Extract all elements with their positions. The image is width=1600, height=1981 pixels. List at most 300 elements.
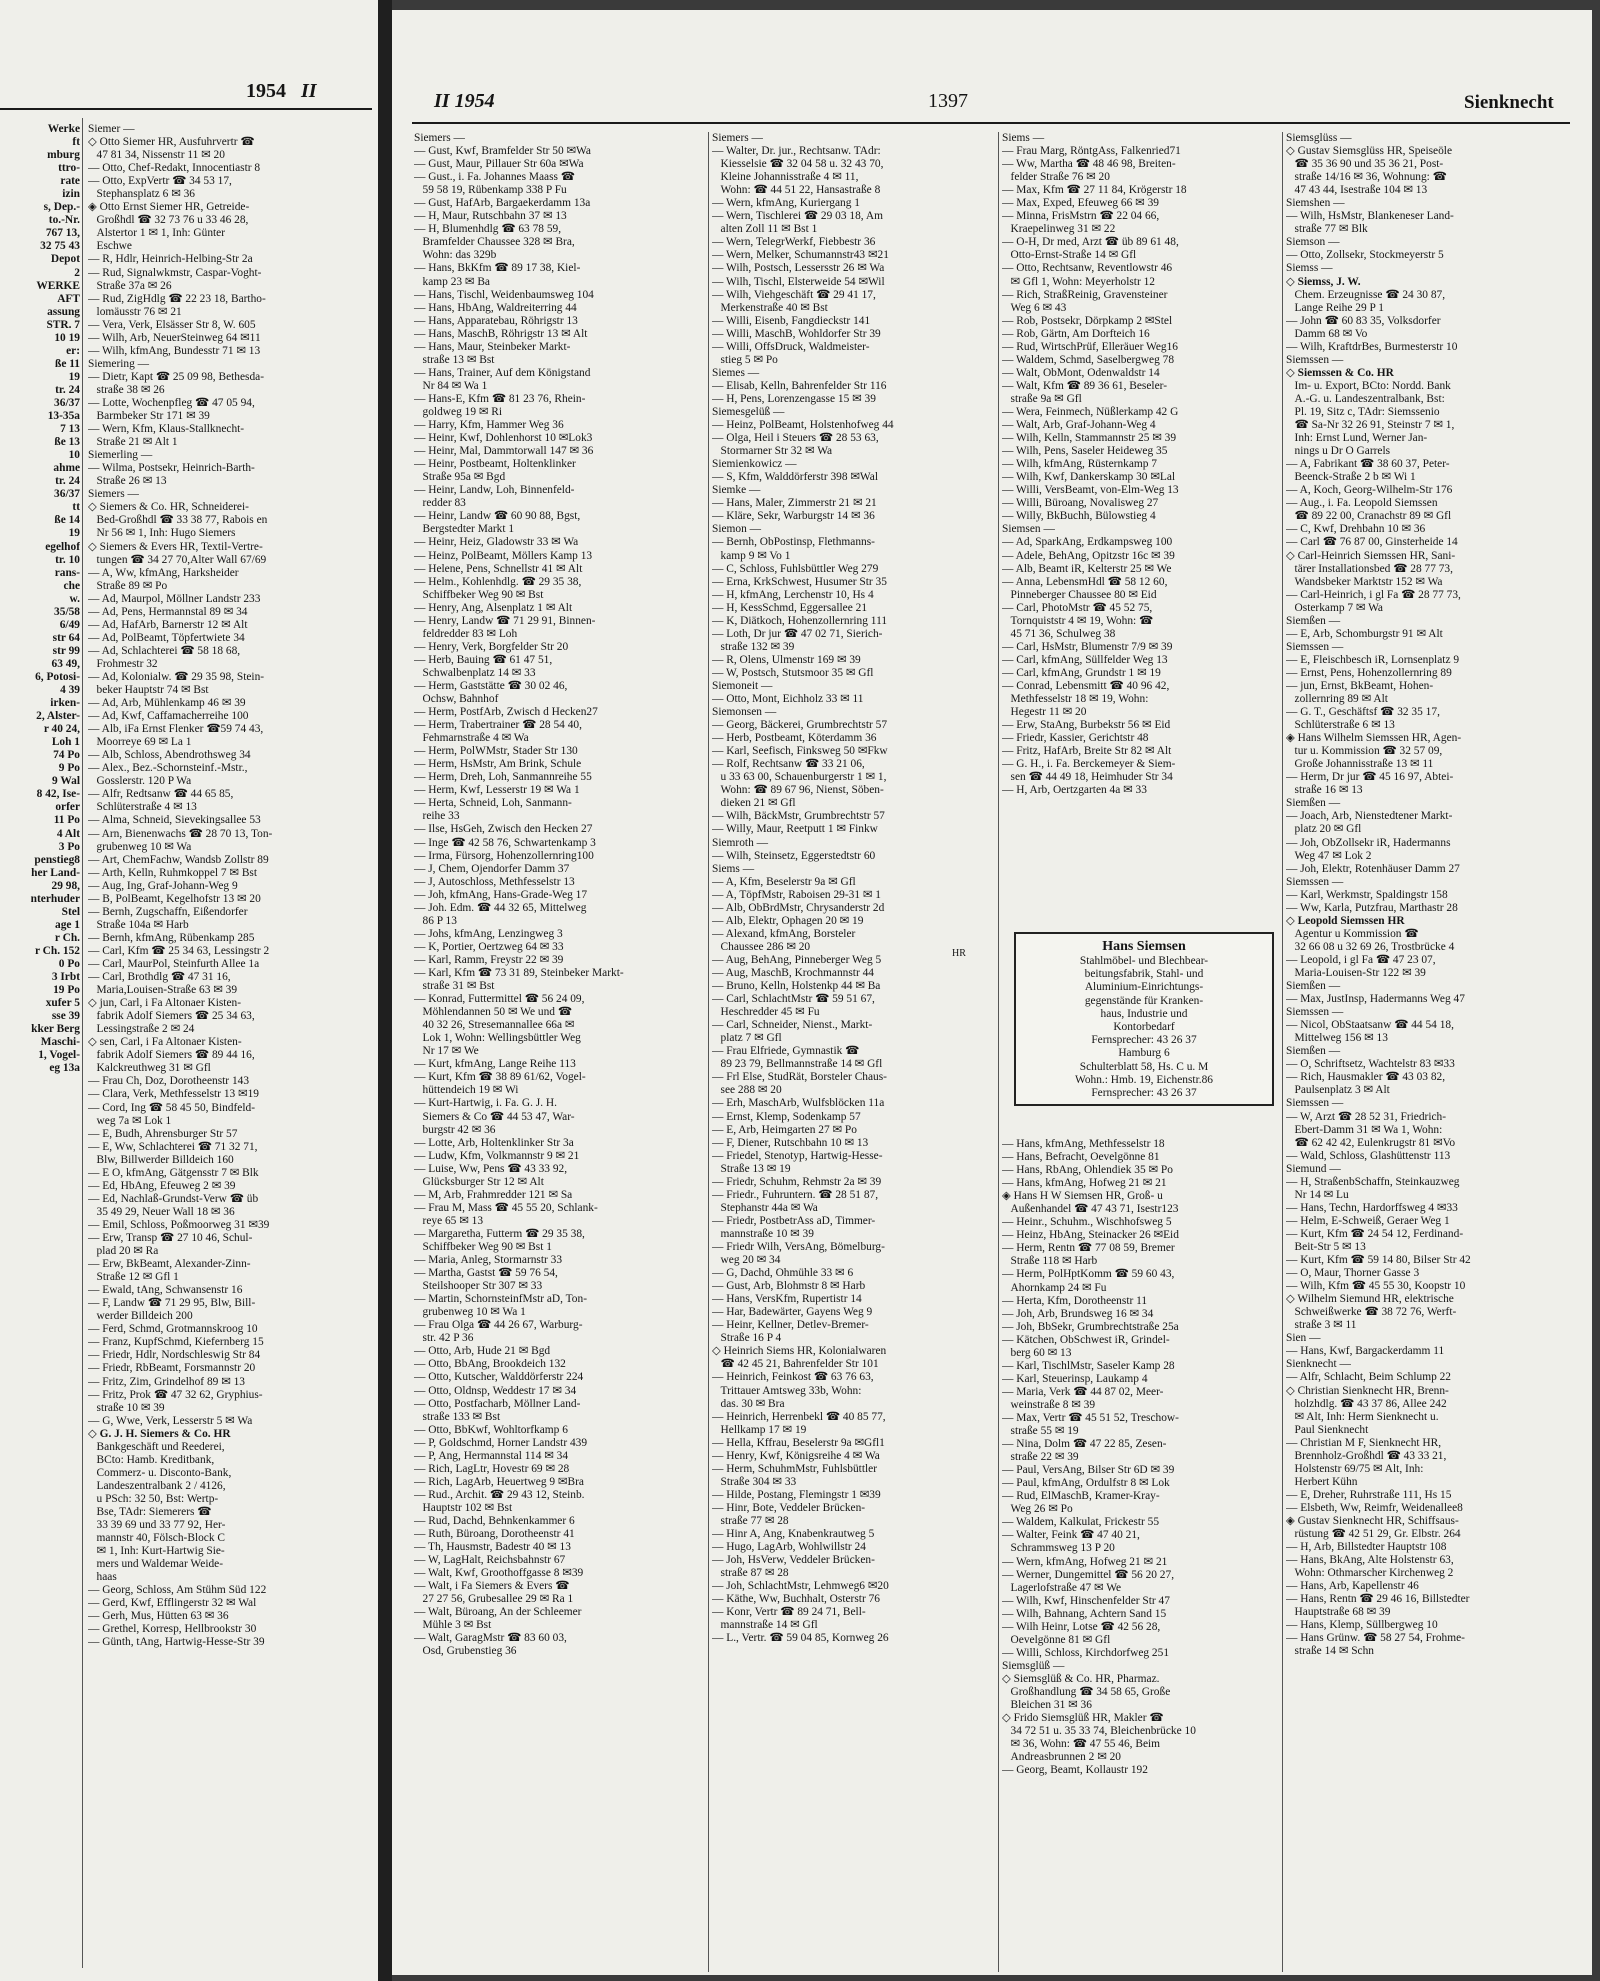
directory-entry: — Willi, Büroang, Novalisweg 27 [1002,497,1159,510]
left-cutoff-column [0,123,80,1075]
directory-entry: Bankgeschäft und Reederei, [88,1440,225,1453]
directory-entry: — Ilse, HsGeh, Zwisch den Hecken 27 [414,823,593,836]
directory-entry: — H, StraßenbSchaffn, Steinkauzweg [1286,1175,1460,1188]
directory-entry: — Minna, FrisMstrn ☎ 22 04 66, [1002,210,1160,223]
directory-entry: — Karl, Seefisch, Finksweg 50 ✉Fkw [712,745,888,758]
directory-entry: Schwalbenplatz 14 ✉ 33 [414,666,536,679]
column-3 [1002,132,1280,797]
directory-entry: — Wera, Feinmech, Nüßlerkamp 42 G [1002,405,1179,418]
directory-entry: — Erw, BkBeamt, Alexander-Zinn- [88,1258,251,1271]
directory-entry: — W, LagHalt, Reichsbahnstr 67 [414,1554,566,1567]
directory-entry: — Loth, Dr jur ☎ 47 02 71, Sierich- [712,627,883,640]
directory-entry: — P, Ang, Hermannstal 114 ✉ 34 [414,1449,569,1462]
directory-entry: — Günth, tAng, Hartwig-Hesse-Str 39 [88,1636,265,1649]
directory-entry: Straße 37a ✉ 26 [88,279,172,292]
directory-entry: Im- u. Export, BCto: Nordd. Bank [1286,379,1451,392]
directory-entry: — Gust, Maur, Pillauer Str 60a ✉Wa [414,158,584,171]
directory-entry: — Herm, Kwf, Lesserstr 19 ✉ Wa 1 [414,784,580,797]
cutoff-fragment: 3 Irbt [51,971,80,984]
directory-entry: ☎ 42 45 21, Bahrenfelder Str 101 [712,1358,879,1371]
directory-entry: Schweißwerke ☎ 38 72 76, Werft- [1286,1306,1457,1319]
directory-entry: — Wern, Kfm, Klaus-Stallknecht- [88,423,245,436]
directory-entry: — Rich, Hausmakler ☎ 43 03 82, [1286,1071,1446,1084]
directory-entry: — Walt, GaragMstr ☎ 83 60 03, [414,1632,567,1645]
directory-entry: straße 16 ✉ 13 [1286,784,1363,797]
directory-entry: — Fritz, HafArb, Breite Str 82 ✉ Alt [1002,745,1172,758]
column-1 [414,132,704,1658]
directory-entry: — A, Fabrikant ☎ 38 60 37, Peter- [1286,458,1450,471]
directory-entry: Siemßen — [1286,614,1341,627]
hans-siemsen-advert [1014,932,1274,1106]
cutoff-fragment: kker Berg [31,1023,80,1036]
directory-entry: Möhlendannen 50 ✉ We und ☎ [414,1006,573,1019]
directory-entry: Otto-Ernst-Straße 14 ✉ Gfl [1002,249,1137,262]
directory-entry: ☎ 62 42 42, Eulenkrugstr 81 ✉Vo [1286,1136,1456,1149]
directory-entry: das. 30 ✉ Bra [712,1397,785,1410]
directory-entry: Ahornkamp 24 ✉ Fu [1002,1281,1107,1294]
directory-entry: Kleine Johannisstraße 4 ✉ 11, [712,171,859,184]
directory-entry: — E, Dreher, Ruhrstraße 111, Hs 15 [1286,1488,1452,1501]
directory-entry: — Elsbeth, Ww, Reimfr, Weidenallee8 [1286,1501,1463,1514]
directory-entry: Lange Reihe 29 P 1 [1286,301,1384,314]
cutoff-fragment: 6/49 [59,618,80,631]
column-3-continued [1002,1138,1280,1777]
directory-entry: — Alb, Elektr, Ophagen 20 ✉ 19 [712,914,864,927]
directory-entry: — Ad, Maurpol, Möllner Landstr 233 [88,592,261,605]
cutoff-fragment: STR. 7 [46,318,80,331]
directory-entry: — Herm, PolHptKomm ☎ 59 60 43, [1002,1268,1175,1281]
directory-entry: 35 49 29, Neuer Wall 18 ✉ 36 [88,1205,235,1218]
cutoff-fragment: 63 49, [51,657,80,670]
directory-entry: — Friedr, Hdlr, Nordschleswig Str 84 [88,1349,261,1362]
cutoff-fragment: w. [69,592,80,605]
directory-entry: Nr 17 ✉ We [414,1045,479,1058]
directory-entry: — Alb, Schloss, Abendrothsweg 34 [88,749,251,762]
directory-entry: — Aug, MaschB, Krochmannstr 44 [712,967,874,979]
directory-entry: Paulsenplatz 3 ✉ Alt [1286,1084,1390,1097]
directory-entry: — Joh, BbSekr, Grumbrechtstraße 25a [1002,1320,1179,1333]
directory-entry: plad 20 ✉ Ra [88,1245,159,1258]
directory-entry: weinstraße 8 ✉ 39 [1002,1398,1096,1411]
directory-entry: — Ewald, tAng, Schwansenstr 16 [88,1284,243,1297]
directory-entry: — G. T., Geschäftsf ☎ 32 35 17, [1286,706,1440,719]
directory-entry: — Rolf, Rechtsanw ☎ 33 21 06, [712,758,865,771]
directory-entry: — Frau Marg, RöntgAss, Falkenried71 [1002,145,1181,158]
left-entries-column [88,123,376,1649]
directory-entry: 33 39 69 und 33 77 92, Her- [88,1519,226,1532]
cutoff-fragment: 8 42, Ise- [36,788,80,801]
directory-entry: — Wilh, BäckMstr, Grumbrechtstr 57 [712,810,885,823]
directory-entry: Holstenstr 69/75 ✉ Alt, Inh: [1286,1462,1424,1475]
directory-entry: — Hans, kfmAng, Hofweg 21 ✉ 21 [1002,1177,1167,1190]
directory-entry: — Walt, Kfm ☎ 89 36 61, Beseler- [1002,379,1167,392]
directory-entry: — Gust, Kwf, Bramfelder Str 50 ✉Wa [414,145,591,158]
directory-entry: 45 71 36, Schulweg 38 [1002,627,1116,640]
directory-entry: — Karl, Kfm ☎ 73 31 89, Steinbeker Markt- [414,967,624,979]
directory-entry: hüttendeich 19 ✉ Wi [414,1084,519,1097]
advert-line: gegenstände für Kranken- [1084,994,1204,1007]
directory-entry: — E, Fleischbesch iR, Lornsenplatz 9 [1286,653,1460,666]
directory-entry: — Heinr, Landw, Loh, Binnenfeld- [414,484,575,497]
directory-entry: — Christian M F, Sienknecht HR, [1286,1436,1442,1449]
directory-entry: 47 81 34, Nissenstr 11 ✉ 20 [88,149,225,162]
directory-entry: — Hans, MaschB, Röhrigstr 13 ✉ Alt [414,327,588,340]
directory-entry: — Otto, ExpVertr ☎ 34 53 17, [88,175,232,188]
directory-entry: — Rud, WirtschPrüf, Elleräuer Weg16 [1002,340,1178,353]
directory-entry: — Wilh, Postsch, Lessersstr 26 ✉ Wa [712,262,885,275]
directory-entry: — Hans, RbAng, Ohlendiek 35 ✉ Po [1002,1164,1173,1177]
directory-entry: Straße 16 P 4 [712,1332,782,1345]
directory-entry: straße 14/16 ✉ 36, Wohnung: ☎ [1286,171,1447,184]
directory-entry: — Hans, Maur, Steinbeker Markt- [414,340,571,353]
cutoff-fragment: Maschi- [40,1036,80,1049]
directory-entry: — Paul, VersAng, Bilser Str 6D ✉ 39 [1002,1464,1175,1477]
cutoff-fragment: 3 Po [58,840,80,853]
directory-entry: Siemer — [88,123,135,135]
directory-entry: ✉ Gfl 1, Wohn: Meyerholstr 12 [1002,275,1155,288]
directory-entry: straße 77 ✉ Blk [1286,223,1368,236]
directory-entry: — K, Portier, Oertzweg 64 ✉ 33 [414,940,564,953]
cutoff-fragment: mburg [47,149,80,162]
directory-entry: — Hinr, Bote, Veddeler Brücken- [712,1501,866,1514]
directory-entry: Straße 118 ✉ Harb [1002,1255,1098,1268]
cutoff-fragment: 6, Potosi- [35,670,80,683]
directory-entry: ◇ Carl-Heinrich Siemssen HR, Sani- [1286,549,1456,562]
directory-entry: — Olga, Heil i Steuers ☎ 28 53 63, [712,432,879,445]
directory-entry: — Ww, Martha ☎ 48 46 98, Breiten- [1002,158,1176,171]
directory-entry: — Ad, Pens, Hermannstal 89 ✉ 34 [88,605,248,618]
cutoff-fragment: nterhuder [30,892,80,905]
directory-entry: — Vera, Verk, Elsässer Str 8, W. 605 [88,318,256,331]
directory-entry: — Lotte, Wochenpfleg ☎ 47 05 94, [88,396,255,409]
directory-entry: Siemering — [88,357,150,370]
directory-entry: Stephanstr 44a ✉ Wa [712,1201,818,1214]
directory-entry: Andreasbrunnen 2 ✉ 20 [1002,1751,1121,1764]
directory-entry: — Wern, kfmAng, Hofweg 21 ✉ 21 [1002,1555,1168,1568]
directory-entry: — Otto, Zollsekr, Stockmeyerstr 5 [1286,249,1444,262]
directory-entry: — Ad, PolBeamt, Töpfertwiete 34 [88,631,245,644]
directory-entry: Eschwe [88,240,132,253]
directory-entry: — Joh, SchlachtMstr, Lehmweg6 ✉20 [712,1580,889,1593]
directory-entry: — Margaretha, Futterm ☎ 29 35 38, [414,1227,585,1240]
directory-entry: — Wilh, Kwf, Hinschenfelder Str 47 [1002,1594,1170,1607]
directory-entry: werder Billdeich 200 [88,1310,193,1323]
directory-entry: — John ☎ 60 83 35, Volksdorfer [1286,314,1441,327]
directory-entry: straße 77 ✉ 28 [712,1514,789,1527]
cutoff-fragment: 9 Wal [52,775,80,788]
directory-entry: — E, Arb, Schomburgstr 91 ✉ Alt [1286,627,1443,640]
directory-entry: 86 P 13 [414,914,457,927]
directory-entry: — Helene, Pens, Schnellstr 41 ✉ Alt [414,562,583,575]
directory-entry: — Rich, StraßReinig, Gravensteiner [1002,288,1168,301]
directory-entry: straße 55 ✉ 19 [1002,1425,1079,1438]
directory-entry: — Carl, SchlachtMstr ☎ 59 51 67, [712,993,875,1006]
directory-entry: — Th, Hausmstr, Badestr 40 ✉ 13 [414,1541,571,1554]
directory-entry: Commerz- u. Disconto-Bank, [88,1466,232,1479]
directory-entry: — Karl, Werkmstr, Spaldingstr 158 [1286,888,1448,901]
right-page [392,10,1592,1975]
directory-entry: — W, Arzt ☎ 28 52 31, Friedrich- [1286,1110,1447,1123]
directory-entry: — Heinz, PolBeamt, Möllers Kamp 13 [414,549,593,562]
directory-entry: — Joh, HsVerw, Veddeler Brücken- [712,1554,875,1567]
directory-entry: — E O, kfmAng, Gätgensstr 7 ✉ Blk [88,1166,259,1179]
directory-entry: — Carl, Schneider, Nienst., Markt- [712,1019,873,1032]
advert-line: Fernsprecher: 43 26 37 [1091,1034,1197,1047]
directory-entry: Großhdl ☎ 32 73 76 u 33 46 28, [88,214,249,227]
cutoff-fragment: che [63,579,80,592]
directory-entry: Siemshen — [1286,197,1345,210]
left-column-rule [82,118,83,1968]
directory-entry: — Werner, Dungemittel ☎ 56 20 27, [1002,1568,1175,1581]
directory-entry: — A, Kfm, Beselerstr 9a ✉ Gfl [712,875,856,888]
directory-entry: — Franz, KupfSchmd, Kiefernberg 15 [88,1336,264,1349]
book-gutter [378,0,392,1981]
cutoff-fragment: ße 14 [54,514,80,527]
directory-entry: fabrik Adolf Siemers ☎ 89 44 16, [88,1049,255,1062]
directory-entry: straße 14 ✉ Schn [1286,1645,1374,1658]
cutoff-fragment: 13-35a [47,410,80,423]
directory-entry: — Ludw, Kfm, Volkmannstr 9 ✉ 21 [414,1149,580,1162]
directory-entry: — H, kfmAng, Lerchenstr 10, Hs 4 [712,588,874,601]
directory-entry: — J, Autoschloss, Methfesselstr 13 [414,875,575,888]
directory-entry: — Frl Else, StudRät, Borsteler Chaus- [712,1071,887,1084]
directory-entry: — Kurt, kfmAng, Lange Reihe 113 [414,1058,576,1071]
cutoff-fragment: 35/58 [54,605,80,618]
directory-entry: — Wilh, Tischl, Elsterweide 54 ✉Wil [712,275,885,288]
directory-entry: feldredder 83 ✉ Loh [414,627,518,640]
directory-entry: — Wern, kfmAng, Kuriergang 1 [712,197,860,210]
directory-entry: — Waldem, Schmd, Saselbergweg 78 [1002,353,1175,366]
directory-entry: Ebert-Damm 31 ✉ Wa 1, Wohn: [1286,1123,1443,1136]
cutoff-fragment: r 40 24, [43,723,80,736]
directory-entry: Pinneberger Chaussee 80 ✉ Eid [1002,588,1157,601]
cutoff-fragment: ft [72,136,80,149]
directory-entry: rüstung ☎ 42 51 29, Gr. Elbstr. 264 [1286,1528,1461,1541]
directory-entry: ✉ Alt, Inh: Herm Sienknecht u. [1286,1410,1439,1423]
directory-entry: ◈ Hans Wilhelm Siemssen HR, Agen- [1286,732,1462,745]
directory-entry: — Heinr, Landw ☎ 60 90 88, Bgst, [414,510,581,523]
directory-entry: — Friedr, PostbetrAss aD, Timmer- [712,1214,876,1227]
directory-entry: — Carl, PhotoMstr ☎ 45 52 75, [1002,601,1153,614]
directory-entry: Oevelgönne 81 ✉ Gfl [1002,1633,1111,1646]
directory-entry: Heschredder 45 ✉ Fu [712,1006,820,1019]
directory-entry: — Alb, iFa Ernst Flenker ☎59 74 43, [88,723,264,736]
directory-entry: — Wilh, Pens, Saseler Heideweg 35 [1002,445,1168,458]
directory-entry: kamp 9 ✉ Vo 1 [712,549,791,562]
directory-entry: — Herm, PostfArb, Zwisch d Hecken27 [414,706,598,719]
advert-line: Hamburg 6 [1118,1047,1170,1060]
cutoff-fragment: xufer 5 [45,997,80,1010]
directory-entry: Bse, TAdr: Siemerers ☎ [88,1505,212,1518]
directory-entry: — Carl-Heinrich, i gl Fa ☎ 28 77 73, [1286,588,1461,601]
directory-entry: Sienknecht — [1286,1358,1351,1371]
directory-entry: Siemss — [1286,262,1333,275]
directory-entry: — Wilh, kfmAng, Rüsternkamp 7 [1002,458,1157,471]
directory-entry: — Karl, TischlMstr, Saseler Kamp 28 [1002,1359,1175,1372]
directory-entry: 32 66 08 u 32 69 26, Trostbrücke 4 [1286,940,1455,953]
directory-entry: mers und Waldemar Weide- [88,1558,224,1571]
directory-entry: — Erw, StaAng, Burbekstr 56 ✉ Eid [1002,719,1171,732]
directory-entry: — Heinz, HbAng, Steinacker 26 ✉Eid [1002,1229,1179,1242]
directory-entry: — Rud., Archit. ☎ 29 43 12, Steinb. [414,1488,585,1501]
directory-entry: — Ernst, Klemp, Sodenkamp 57 [712,1110,861,1123]
directory-entry: alten Zoll 11 ✉ Bst 1 [712,223,818,236]
directory-entry: — Willi, MaschB, Wohldorfer Str 39 [712,327,881,340]
directory-entry: — Frau Ch, Doz, Dorotheenstr 143 [88,1075,250,1088]
directory-entry: 40 32 26, Stresemannallee 66a ✉ [414,1019,575,1032]
cutoff-fragment: 10 19 [54,331,80,344]
directory-entry: — Har, Badewärter, Gayens Weg 9 [712,1306,873,1319]
directory-entry: — Irma, Fürsorg, Hohenzollernring100 [414,849,594,862]
directory-entry: Mittelweg 156 ✉ 13 [1286,1032,1388,1045]
directory-entry: Straße 26 ✉ 13 [88,475,167,488]
directory-entry: — Herb, Postbeamt, Köterdamm 36 [712,732,877,745]
directory-entry: goldweg 19 ✉ Ri [414,405,503,418]
cutoff-fragment: egelhof [45,540,80,553]
directory-entry: — M, Arb, Frahmredder 121 ✉ Sa [414,1188,573,1201]
directory-entry: — Alb, Beamt iR, Kelterstr 25 ✉ We [1002,562,1172,575]
directory-entry: — G. H., i. Fa. Berckemeyer & Siem- [1002,758,1176,771]
directory-entry: Paul Sienknecht [1286,1423,1369,1436]
directory-entry: ◇ Siemss, J. W. [1286,275,1361,288]
directory-entry: — Walt, Arb, Graf-Johann-Weg 4 [1002,419,1156,432]
directory-entry: — Leopold, i gl Fa ☎ 47 23 07, [1286,953,1436,966]
directory-entry: — S, Kfm, Walddörferstr 398 ✉Wal [712,471,878,484]
directory-entry: — Alexand, kfmAng, Borsteler [712,927,856,940]
directory-entry: — Bernh, Zugschaffn, Eißendorfer [88,905,248,918]
directory-entry: — Wilh, Bahnang, Achtern Sand 15 [1002,1607,1167,1620]
cutoff-fragment: er: [66,344,80,357]
directory-entry: — Wilh, Arb, NeuerSteinweg 64 ✉11 [88,331,261,344]
directory-entry: Beenck-Straße 2 b ✉ Wi 1 [1286,471,1416,484]
directory-entry: — Friedr, Schuhm, Rehmstr 2a ✉ 39 [712,1175,882,1188]
cutoff-fragment: str 64 [52,631,80,644]
cutoff-fragment: 4 Alt [56,827,80,840]
directory-entry: — Heinrich, Herrenbekl ☎ 40 85 77, [712,1410,886,1423]
directory-entry: — Heinrich, Feinkost ☎ 63 76 63, [712,1371,874,1384]
directory-entry: — H, Pens, Lorenzengasse 15 ✉ 39 [712,392,876,405]
directory-entry: — O, Schriftsetz, Wachtelstr 83 ✉33 [1286,1058,1455,1071]
directory-entry: — Hans, Rentn ☎ 29 46 16, Billstedter [1286,1593,1470,1606]
directory-entry: — jun, Ernst, BkBeamt, Hohen- [1286,679,1434,692]
directory-entry: Trittauer Amtsweg 33b, Wohn: [712,1384,862,1397]
directory-entry: — Hans, kfmAng, Methfesselstr 18 [1002,1138,1165,1150]
directory-entry: — Fritz, Zim, Grindelhof 89 ✉ 13 [88,1375,245,1388]
directory-entry: — Bruno, Kelln, Holstenkp 44 ✉ Ba [712,980,881,993]
directory-entry: — C, Kwf, Drehbahn 10 ✉ 36 [1286,523,1426,536]
directory-entry: mannstr 40, Fölsch-Block C [88,1532,225,1545]
directory-entry: — Otto, Rechtsanw, Reventlowstr 46 [1002,262,1173,275]
directory-entry: Wandsbeker Marktstr 152 ✉ Wa [1286,575,1443,588]
directory-entry: — Rob, Gärtn, Am Dorfteich 16 [1002,327,1150,340]
directory-entry: — Ed, Nachlaß-Grundst-Verw ☎ üb [88,1192,259,1205]
directory-entry: — Frau M, Mass ☎ 45 55 20, Schlank- [414,1201,598,1214]
directory-entry: Siemund — [1286,1162,1341,1175]
left-page [0,0,378,1981]
cutoff-fragment: 32 75 43 [40,240,80,253]
directory-entry: Chem. Erzeugnisse ☎ 24 30 87, [1286,288,1446,301]
column-rule-2 [998,132,999,1972]
directory-entry: weg 7a ✉ Lok 1 [88,1114,172,1127]
directory-entry: — Alma, Schneid, Sievekingsallee 53 [88,814,261,827]
left-header-roman: II [301,80,317,102]
directory-entry: Straße 304 ✉ 33 [712,1475,797,1488]
directory-entry: Schlüterstraße 4 ✉ 13 [88,801,197,814]
directory-entry: — Wilh, Kelln, Stammannstr 25 ✉ 39 [1002,432,1177,445]
directory-entry: Straße 95a ✉ Bgd [414,471,506,484]
directory-entry: — Heinr, Mal, Dammtorwall 147 ✉ 36 [414,445,594,458]
directory-entry: Wohn: ☎ 89 67 96, Nienst, Söben- [712,784,884,797]
directory-entry: — Kurt, Kfm ☎ 24 54 12, Ferdinand- [1286,1227,1464,1240]
column-rule-3 [1282,132,1283,1972]
directory-entry: — Herta, Schneid, Loh, Sanmann- [414,797,572,810]
directory-entry: Große Johannisstraße 13 ✉ 11 [1286,758,1434,771]
advert-line: beitungsfabrik, Stahl- und [1084,968,1204,981]
directory-entry: — L., Vertr. ☎ 59 04 85, Kornweg 26 [712,1632,889,1645]
directory-entry: — Helm, E-Schweiß, Geraer Weg 1 [1286,1214,1450,1227]
directory-entry: Bleichen 31 ✉ 36 [1002,1699,1092,1712]
directory-entry: grubenweg 10 ✉ Wa [88,840,192,853]
directory-entry: — Rich, LagArb, Heuertweg 9 ✉Bra [414,1475,584,1488]
directory-entry: — O-H, Dr med, Arzt ☎ üb 89 61 48, [1002,236,1179,249]
directory-entry: Siemßen — [1286,980,1341,993]
directory-entry: — Konrad, Futtermittel ☎ 56 24 09, [414,993,585,1006]
cutoff-fragment: ahme [53,462,80,475]
directory-entry: — Hans, BkAng, Alte Holstenstr 63, [1286,1554,1454,1567]
directory-entry: ◇ Heinrich Siems HR, Kolonialwaren [712,1345,887,1358]
directory-entry: Gosslerstr. 120 P Wa [88,775,192,788]
advert-line: haus, Industrie und [1100,1007,1188,1020]
directory-entry: — B, PolBeamt, Kegelhofstr 13 ✉ 20 [88,892,261,905]
cutoff-fragment: rate [60,175,80,188]
directory-entry: — Friedr., Fuhruntern. ☎ 28 51 87, [712,1188,879,1201]
directory-entry: — Otto, Arb, Hude 21 ✉ Bgd [414,1345,551,1358]
directory-entry: redder 83 [414,497,466,510]
directory-entry: — Hans, Klemp, Süllbergweg 10 [1286,1619,1438,1632]
directory-entry: — Gerd, Kwf, Efflingerstr 32 ✉ Wal [88,1597,257,1610]
directory-entry: straße 10 ✉ 39 [88,1401,165,1414]
directory-entry: ◇ Siemsglüß & Co. HR, Pharmaz. [1002,1672,1160,1685]
directory-entry: fabrik Adolf Siemers ☎ 25 34 63, [88,1010,255,1023]
directory-entry: — Alex., Bez.-Schornsteinf.-Mstr., [88,762,248,775]
cutoff-fragment: ße 13 [54,436,80,449]
directory-entry: straße 22 ✉ 39 [1002,1451,1079,1464]
directory-entry: Außenhandel ☎ 47 43 71, Isestr123 [1002,1203,1179,1216]
directory-entry: burgstr 42 ✉ 36 [414,1123,496,1136]
directory-entry: mannstraße 14 ✉ Gfl [712,1619,818,1632]
directory-entry: — Heinr, Kellner, Detlev-Bremer- [712,1319,869,1332]
directory-entry: Siemssen — [1286,1097,1344,1110]
directory-entry: Nr 14 ✉ Lu [1286,1188,1349,1201]
directory-entry: Straße 21 ✉ Alt 1 [88,436,178,449]
directory-entry: — Joh, kfmAng, Hans-Grade-Weg 17 [414,888,588,901]
directory-entry: — A, Ww, kfmAng, Harksheider [88,566,239,579]
directory-entry: Schrammsweg 13 P 20 [1002,1542,1115,1555]
directory-entry: Stormarner Str 32 ✉ Wa [712,445,833,458]
directory-entry: ✉ 1, Inh: Kurt-Hartwig Sie- [88,1545,225,1558]
right-header-left [434,90,495,113]
directory-entry: Siemssen — [1286,875,1344,888]
directory-entry: Wohn: ☎ 44 51 22, Hansastraße 8 [712,184,881,197]
cutoff-fragment: eg 13a [49,1062,80,1075]
directory-entry: ☎ 89 22 00, Cranachstr 89 ✉ Gfl [1286,510,1452,523]
directory-entry: — Willy, Maur, Reetputt 1 ✉ Finkw [712,823,878,836]
directory-entry: u 33 63 00, Schauenburgerstr 1 ✉ 1, [712,771,887,784]
directory-entry: — Erna, KrkSchwest, Husumer Str 35 [712,575,887,588]
directory-entry: — Hinr A, Ang, Knabenkrautweg 5 [712,1528,875,1541]
directory-entry: — Rud, ZigHdlg ☎ 22 23 18, Bartho- [88,292,266,305]
directory-entry: Hauptstraße 68 ✉ 39 [1286,1606,1391,1619]
